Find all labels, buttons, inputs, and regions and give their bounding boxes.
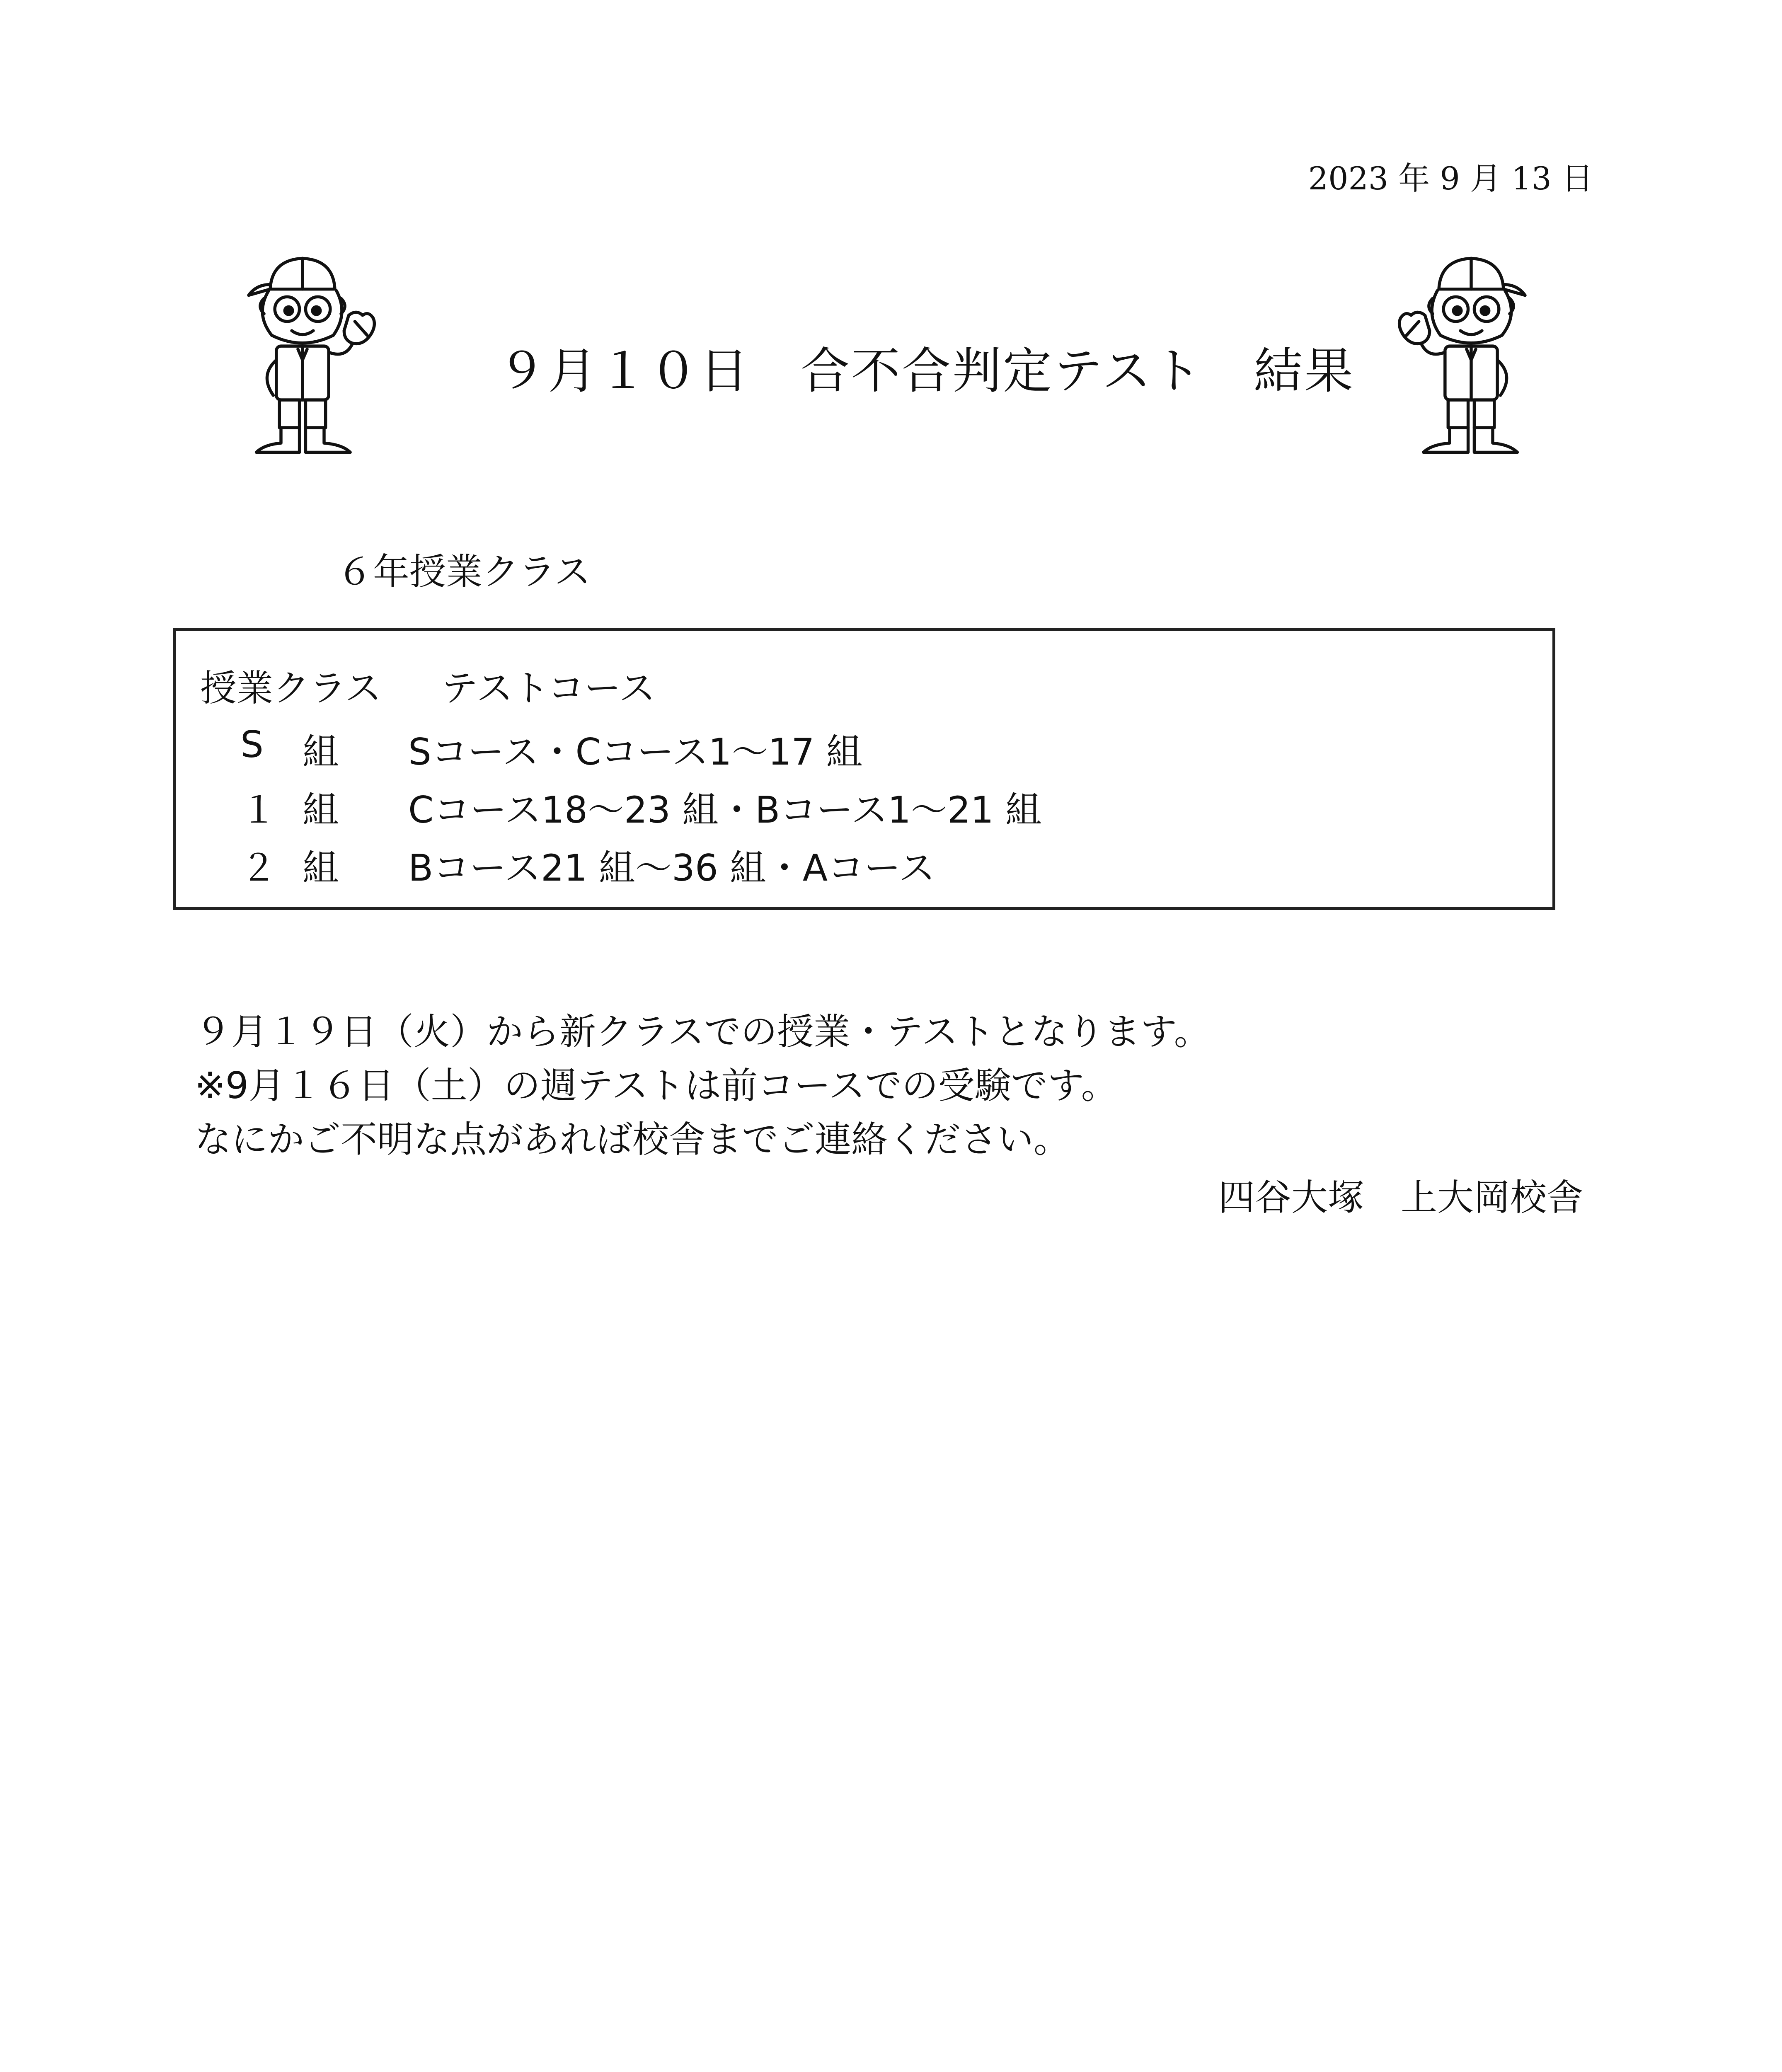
notice-line: なにかご不明な点があれば校舎までご連絡ください。 <box>195 1118 1070 1161</box>
page-title: ９月１０日 合不合判定テスト 結果 <box>497 342 1355 399</box>
table-header-course: テストコース <box>441 667 656 709</box>
table-row-class: S <box>240 723 264 766</box>
table-row-kumi: 組 <box>303 789 339 831</box>
school-signature: 四谷大塚 上大岡校舎 <box>1218 1176 1583 1219</box>
notice-line: ９月１９日（火）から新クラスでの授業・テストとなります。 <box>195 1010 1211 1053</box>
class-course-table <box>173 628 1555 910</box>
table-row-kumi: 組 <box>303 731 339 773</box>
table-row-class: １ <box>240 789 277 831</box>
table-row-course: Cコース18～23 組・Bコース1～21 組 <box>408 789 1042 831</box>
document-date: 2023 年 9 月 13 日 <box>1308 160 1593 197</box>
cartoon-boy-waving-icon <box>224 244 381 460</box>
table-row-course: Sコース・Cコース1～17 組 <box>408 731 863 773</box>
notice-line: ※9月１６日（土）の週テストは前コースでの受験です。 <box>195 1064 1118 1107</box>
section-subtitle: ６年授業クラス <box>337 550 591 593</box>
table-row-course: Bコース21 組～36 組・Aコース <box>408 847 935 889</box>
cartoon-boy-waving-icon <box>1392 244 1550 460</box>
table-header-class: 授業クラス <box>200 667 382 709</box>
table-row-class: ２ <box>240 847 277 889</box>
table-row-kumi: 組 <box>303 847 339 889</box>
